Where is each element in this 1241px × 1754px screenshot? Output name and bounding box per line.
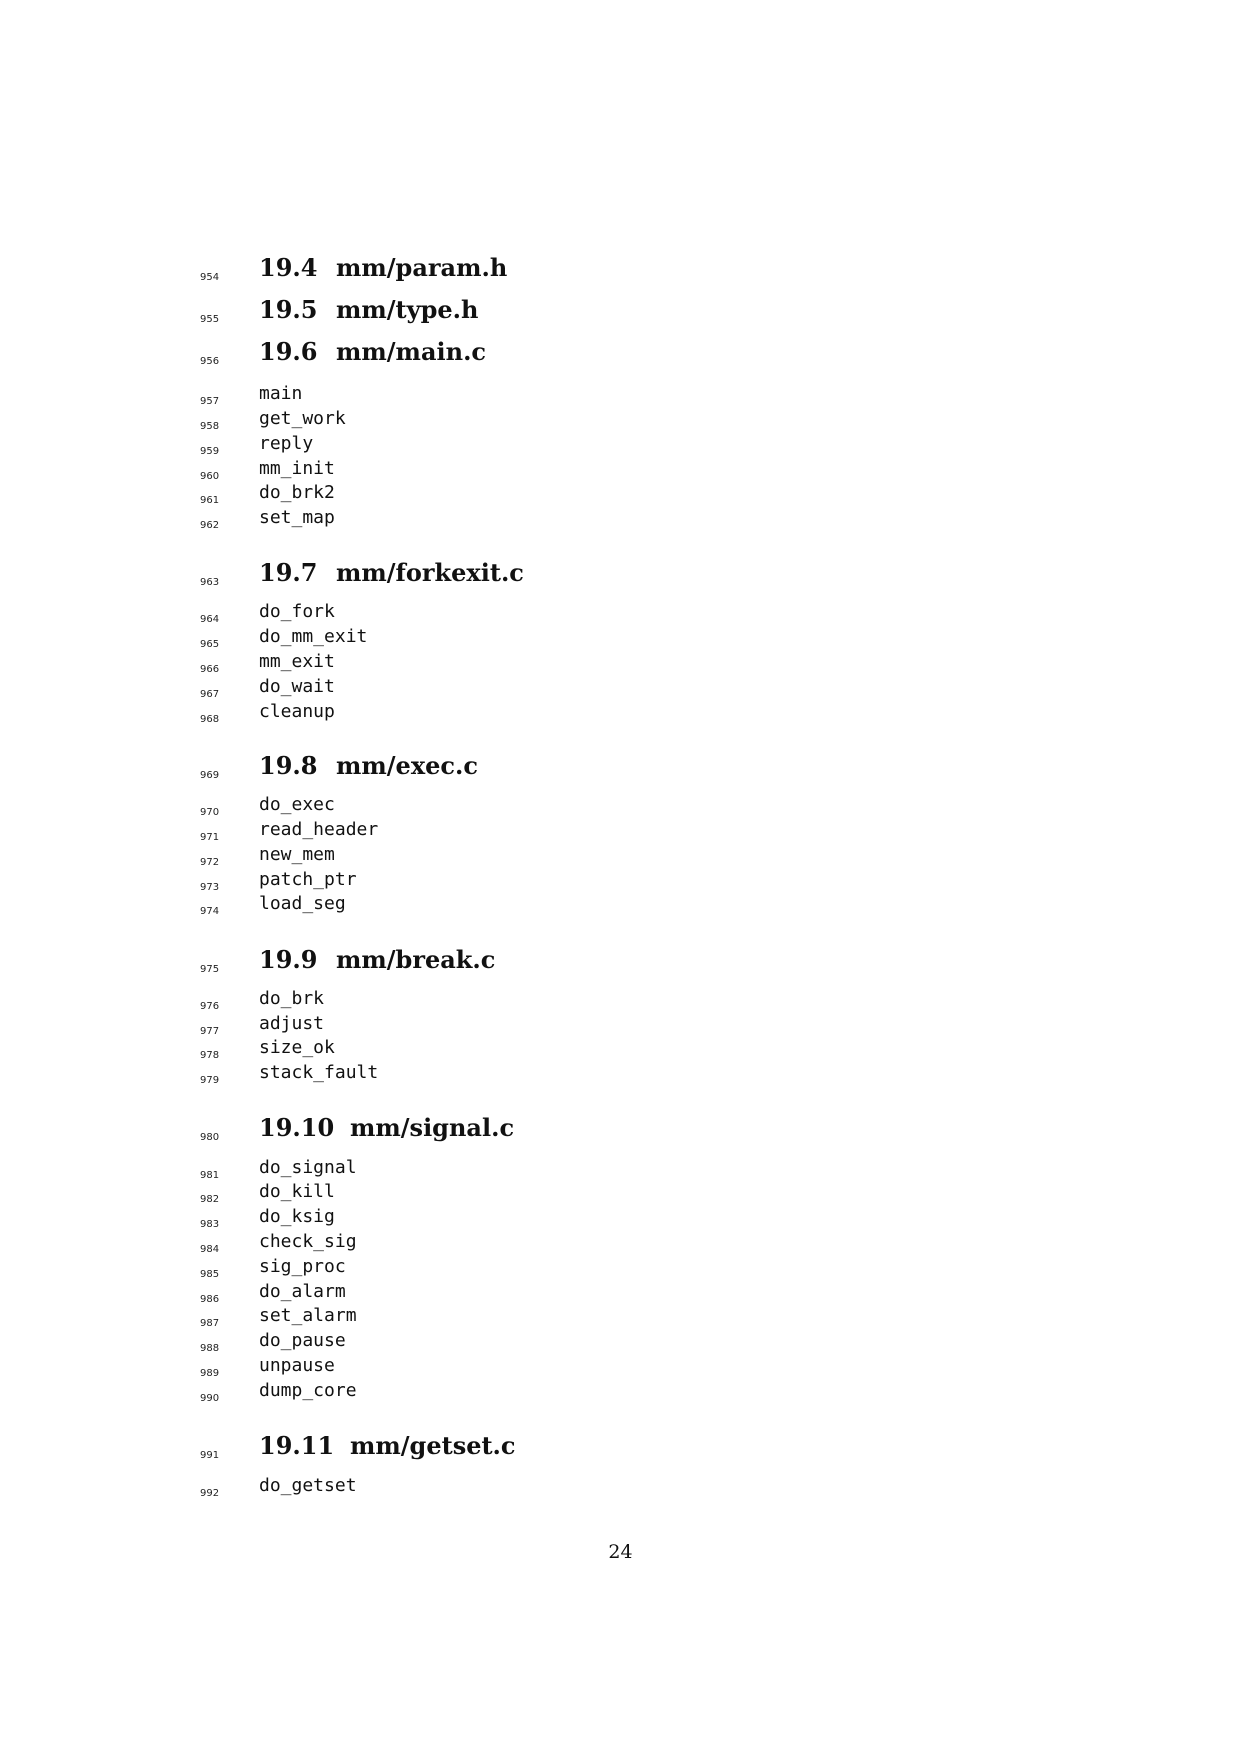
function-name: main xyxy=(259,383,303,404)
line-number: 975 xyxy=(200,964,220,975)
section-number: 19.8 xyxy=(259,751,318,780)
line-number: 976 xyxy=(200,1001,220,1012)
section-title: mm/getset.c xyxy=(350,1431,516,1460)
line-number: 970 xyxy=(200,807,220,818)
line-number: 966 xyxy=(200,664,220,675)
line-number: 979 xyxy=(200,1075,220,1086)
line-number: 962 xyxy=(200,520,220,531)
line-number: 971 xyxy=(200,832,220,843)
section-number: 19.5 xyxy=(259,295,318,324)
line-number: 954 xyxy=(200,272,220,283)
function-name: do_fork xyxy=(259,601,335,622)
function-name: do_pause xyxy=(259,1330,346,1351)
line-number: 960 xyxy=(200,471,220,482)
function-name: sig_proc xyxy=(259,1256,346,1277)
function-name: do_brk xyxy=(259,988,325,1009)
section-number: 19.9 xyxy=(259,945,318,974)
function-name: read_header xyxy=(259,819,379,840)
function-name: do_ksig xyxy=(259,1206,335,1227)
line-number: 969 xyxy=(200,770,220,781)
function-name: unpause xyxy=(259,1355,335,1376)
line-number: 964 xyxy=(200,614,220,625)
line-number: 984 xyxy=(200,1244,220,1255)
section-number: 19.6 xyxy=(259,337,318,366)
section-number: 19.11 xyxy=(259,1431,335,1460)
function-name: size_ok xyxy=(259,1037,335,1058)
section-title: mm/param.h xyxy=(336,253,508,282)
section-number: 19.7 xyxy=(259,558,318,587)
line-number: 958 xyxy=(200,421,220,432)
page-number: 24 xyxy=(608,1541,633,1563)
section-title: mm/signal.c xyxy=(350,1113,515,1142)
line-number: 980 xyxy=(200,1132,220,1143)
section-title: mm/main.c xyxy=(336,337,487,366)
function-name: mm_init xyxy=(259,458,335,479)
function-name: set_map xyxy=(259,507,335,528)
line-number: 982 xyxy=(200,1194,220,1205)
function-name: load_seg xyxy=(259,893,346,914)
function-name: get_work xyxy=(259,408,346,429)
line-number: 991 xyxy=(200,1450,220,1461)
function-name: cleanup xyxy=(259,701,335,722)
line-number: 955 xyxy=(200,314,220,325)
function-name: do_signal xyxy=(259,1157,357,1178)
function-name: do_getset xyxy=(259,1475,357,1496)
function-name: do_alarm xyxy=(259,1281,346,1302)
line-number: 981 xyxy=(200,1170,220,1181)
line-number: 987 xyxy=(200,1318,220,1329)
line-number: 974 xyxy=(200,906,220,917)
section-title: mm/forkexit.c xyxy=(336,558,524,587)
line-number: 972 xyxy=(200,857,220,868)
line-number: 992 xyxy=(200,1488,220,1499)
line-number: 978 xyxy=(200,1050,220,1061)
function-name: set_alarm xyxy=(259,1305,357,1326)
function-name: reply xyxy=(259,433,314,454)
line-number: 985 xyxy=(200,1269,220,1280)
function-name: stack_fault xyxy=(259,1062,379,1083)
line-number: 989 xyxy=(200,1368,220,1379)
function-name: do_wait xyxy=(259,676,335,697)
section-number: 19.10 xyxy=(259,1113,335,1142)
section-title: mm/exec.c xyxy=(336,751,478,780)
section-number: 19.4 xyxy=(259,253,318,282)
line-number: 963 xyxy=(200,577,220,588)
function-name: check_sig xyxy=(259,1231,357,1252)
function-name: do_exec xyxy=(259,794,335,815)
line-number: 957 xyxy=(200,396,220,407)
line-number: 959 xyxy=(200,446,220,457)
line-number: 983 xyxy=(200,1219,220,1230)
line-number: 973 xyxy=(200,882,220,893)
line-number: 968 xyxy=(200,714,220,725)
function-name: new_mem xyxy=(259,844,335,865)
section-title: mm/type.h xyxy=(336,295,479,324)
line-number: 961 xyxy=(200,495,220,506)
line-number: 990 xyxy=(200,1393,220,1404)
line-number: 977 xyxy=(200,1026,220,1037)
function-name: dump_core xyxy=(259,1380,357,1401)
line-number: 967 xyxy=(200,689,220,700)
function-name: do_mm_exit xyxy=(259,626,368,647)
section-title: mm/break.c xyxy=(336,945,496,974)
line-number: 956 xyxy=(200,356,220,367)
function-name: do_kill xyxy=(259,1181,335,1202)
function-name: do_brk2 xyxy=(259,482,335,503)
line-number: 988 xyxy=(200,1343,220,1354)
function-name: adjust xyxy=(259,1013,325,1034)
function-name: patch_ptr xyxy=(259,869,357,890)
line-number: 986 xyxy=(200,1294,220,1305)
line-number: 965 xyxy=(200,639,220,650)
function-name: mm_exit xyxy=(259,651,335,672)
